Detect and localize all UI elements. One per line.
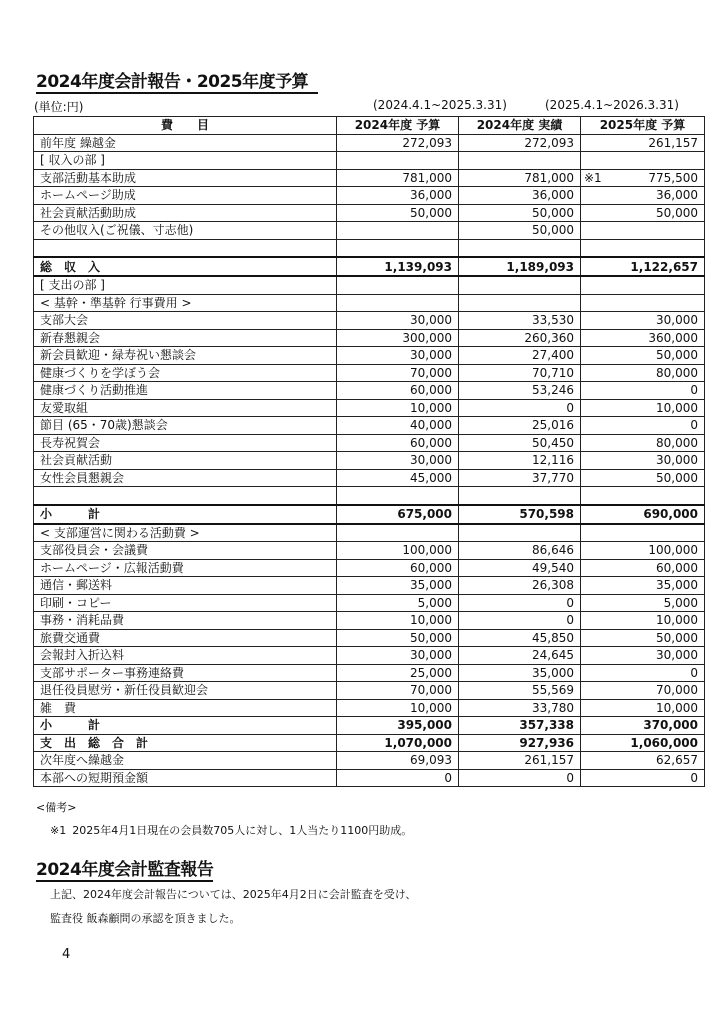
table-row xyxy=(34,152,705,170)
note-mark: ※1 xyxy=(50,824,67,837)
value-cell-b2025: 360,000 xyxy=(581,329,705,347)
row-label: 総 収 入 xyxy=(34,257,337,276)
table-row xyxy=(34,487,705,505)
table-row xyxy=(34,417,705,435)
row-label: 通信・郵送料 xyxy=(34,577,337,595)
value-cell-b2025: 10,000 xyxy=(581,399,705,417)
value-cell-b2024: 100,000 xyxy=(337,542,459,560)
value-cell-b2024: 781,000 xyxy=(337,169,459,187)
value-cell-a2024 xyxy=(459,239,581,257)
row-label: [ 支出の部 ] xyxy=(34,276,337,294)
table-row xyxy=(34,612,705,630)
value-cell-b2025: 80,000 xyxy=(581,434,705,452)
value-cell-a2024: 70,710 xyxy=(459,364,581,382)
table-row xyxy=(34,769,705,787)
row-label: 小 計 xyxy=(34,717,337,735)
value-cell-a2024: 1,189,093 xyxy=(459,257,581,276)
value-cell-a2024 xyxy=(459,487,581,505)
table-row xyxy=(34,542,705,560)
value-cell-b2025: 0 xyxy=(581,382,705,400)
header-cell-budget-2024: 2024年度 予算 xyxy=(337,117,459,135)
value-cell-a2024: 0 xyxy=(459,399,581,417)
value-cell-a2024: 570,598 xyxy=(459,505,581,524)
value-cell-b2025: 30,000 xyxy=(581,452,705,470)
table-row xyxy=(34,469,705,487)
table-row xyxy=(34,382,705,400)
table-row xyxy=(34,276,705,294)
row-label: 前年度 繰越金 xyxy=(34,134,337,152)
value-cell-a2024: 260,360 xyxy=(459,329,581,347)
value-cell-b2024 xyxy=(337,487,459,505)
row-label: [ 収入の部 ] xyxy=(34,152,337,170)
value-cell-b2024: 35,000 xyxy=(337,577,459,595)
value-cell-b2024: 1,139,093 xyxy=(337,257,459,276)
value-cell-b2025: 30,000 xyxy=(581,312,705,330)
row-label: ホームページ・広報活動費 xyxy=(34,559,337,577)
row-label: 印刷・コピー xyxy=(34,594,337,612)
value-cell-a2024: 0 xyxy=(459,612,581,630)
value-cell-b2025: 80,000 xyxy=(581,364,705,382)
value-cell-b2024: 10,000 xyxy=(337,612,459,630)
table-row xyxy=(34,629,705,647)
value-cell-b2025: 0 xyxy=(581,769,705,787)
value-cell-a2024: 26,308 xyxy=(459,577,581,595)
value-cell-b2025: 70,000 xyxy=(581,682,705,700)
table-row xyxy=(34,594,705,612)
value-cell-b2024: 272,093 xyxy=(337,134,459,152)
audit-text-line-1: 上記、2024年度会計報告については、2025年4月2日に会計監査を受け、 xyxy=(50,888,417,901)
budget-table xyxy=(33,116,705,787)
table-row xyxy=(34,559,705,577)
value-cell-a2024: 45,850 xyxy=(459,629,581,647)
value-cell-a2024 xyxy=(459,152,581,170)
row-label: 支部役員会・会議費 xyxy=(34,542,337,560)
header-cell-item: 費 目 xyxy=(34,117,337,135)
value-cell-b2025: 0 xyxy=(581,664,705,682)
audit-title: 2024年度会計監査報告 xyxy=(36,860,214,880)
table-row xyxy=(34,347,705,365)
header-cell-actual-2024: 2024年度 実績 xyxy=(459,117,581,135)
value-cell-b2025: 35,000 xyxy=(581,577,705,595)
value-cell-b2025 xyxy=(581,239,705,257)
row-label: 会報封入折込料 xyxy=(34,647,337,665)
table-row xyxy=(34,524,705,542)
note-text: 2025年4月1日現在の会員数705人に対し、1人当たり1100円助成。 xyxy=(72,824,413,837)
value-cell-b2024: 36,000 xyxy=(337,187,459,205)
row-label: 雑 費 xyxy=(34,699,337,717)
row-label: < 支部運営に関わる活動費 > xyxy=(34,524,337,542)
row-label: 新会員歓迎・緑寿祝い懇談会 xyxy=(34,347,337,365)
value-cell-b2024 xyxy=(337,524,459,542)
value-cell-b2024: 60,000 xyxy=(337,382,459,400)
value-cell-a2024: 12,116 xyxy=(459,452,581,470)
value-cell-b2025 xyxy=(581,152,705,170)
value-cell-a2024: 53,246 xyxy=(459,382,581,400)
value-cell-b2025: 0 xyxy=(581,417,705,435)
value-cell-a2024: 37,770 xyxy=(459,469,581,487)
value-cell-a2024: 24,645 xyxy=(459,647,581,665)
value-cell-b2025 xyxy=(581,294,705,312)
value-cell-a2024: 33,530 xyxy=(459,312,581,330)
value-cell-a2024: 27,400 xyxy=(459,347,581,365)
value-cell-b2025: 5,000 xyxy=(581,594,705,612)
table-row xyxy=(34,187,705,205)
value-cell-b2024: 69,093 xyxy=(337,752,459,770)
row-label: < 基幹・準基幹 行事費用 > xyxy=(34,294,337,312)
value-cell-b2024 xyxy=(337,294,459,312)
value-cell-a2024: 927,936 xyxy=(459,734,581,752)
value-cell-b2025: 1,122,657 xyxy=(581,257,705,276)
table-row xyxy=(34,222,705,240)
value-cell-b2025: 50,000 xyxy=(581,204,705,222)
table-row xyxy=(34,399,705,417)
value-cell-a2024: 33,780 xyxy=(459,699,581,717)
period-budget-label: (2025.4.1~2026.3.31) xyxy=(545,98,679,112)
row-label: 事務・消耗品費 xyxy=(34,612,337,630)
value-cell-b2025: 100,000 xyxy=(581,542,705,560)
value-cell-a2024 xyxy=(459,294,581,312)
note-item xyxy=(50,822,412,838)
value-cell-b2024: 50,000 xyxy=(337,204,459,222)
table-row xyxy=(34,312,705,330)
table-row xyxy=(34,577,705,595)
value-cell-b2025: 10,000 xyxy=(581,699,705,717)
value-cell-a2024: 50,000 xyxy=(459,222,581,240)
row-label: 健康づくりを学ぼう会 xyxy=(34,364,337,382)
value-cell-a2024: 35,000 xyxy=(459,664,581,682)
value-cell-a2024: 0 xyxy=(459,769,581,787)
value-cell-b2024: 30,000 xyxy=(337,647,459,665)
value-cell-b2024: 40,000 xyxy=(337,417,459,435)
row-label: 節目 (65・70歳)懇談会 xyxy=(34,417,337,435)
value-cell-b2025 xyxy=(581,169,705,187)
row-label: 支部活動基本助成 xyxy=(34,169,337,187)
value-cell-b2025: 50,000 xyxy=(581,469,705,487)
row-label: 本部への短期預金額 xyxy=(34,769,337,787)
value-cell-b2024 xyxy=(337,222,459,240)
value-cell-b2025: 261,157 xyxy=(581,134,705,152)
value-cell-a2024: 86,646 xyxy=(459,542,581,560)
table-row xyxy=(34,752,705,770)
value-cell-b2024: 30,000 xyxy=(337,347,459,365)
row-label: 支 出 総 合 計 xyxy=(34,734,337,752)
row-label: 小 計 xyxy=(34,505,337,524)
value-cell-a2024 xyxy=(459,524,581,542)
value-cell-b2024: 395,000 xyxy=(337,717,459,735)
value-cell-b2024: 60,000 xyxy=(337,559,459,577)
table-row xyxy=(34,734,705,752)
value-cell-b2024: 1,070,000 xyxy=(337,734,459,752)
value-cell-b2025: 60,000 xyxy=(581,559,705,577)
value-cell-b2024: 45,000 xyxy=(337,469,459,487)
table-row xyxy=(34,647,705,665)
row-label: その他収入(ご祝儀、寸志他) xyxy=(34,222,337,240)
cell-value: 775,500 xyxy=(648,170,698,185)
table-row xyxy=(34,717,705,735)
row-label: 新春懇親会 xyxy=(34,329,337,347)
row-label: ホームページ助成 xyxy=(34,187,337,205)
row-label: 支部大会 xyxy=(34,312,337,330)
value-cell-b2025 xyxy=(581,222,705,240)
value-cell-b2025: 370,000 xyxy=(581,717,705,735)
value-cell-b2025: 50,000 xyxy=(581,629,705,647)
unit-label: (単位:円) xyxy=(34,100,84,114)
audit-text-line-2: 監査役 飯森顧問の承認を頂きました。 xyxy=(50,912,241,925)
page-number: 4 xyxy=(62,947,71,962)
value-cell-b2025: 30,000 xyxy=(581,647,705,665)
value-cell-b2025 xyxy=(581,487,705,505)
row-label: 健康づくり活動推進 xyxy=(34,382,337,400)
value-cell-b2024: 300,000 xyxy=(337,329,459,347)
table-row xyxy=(34,134,705,152)
value-cell-b2024: 5,000 xyxy=(337,594,459,612)
value-cell-b2024 xyxy=(337,239,459,257)
value-cell-b2025: 690,000 xyxy=(581,505,705,524)
row-label: 退任役員慰労・新任役員歓迎会 xyxy=(34,682,337,700)
value-cell-a2024: 50,000 xyxy=(459,204,581,222)
report-title: 2024年度会計報告・2025年度予算 xyxy=(36,72,318,94)
row-label: 女性会員懇親会 xyxy=(34,469,337,487)
footnote-mark: ※1 xyxy=(584,170,602,185)
value-cell-b2024: 30,000 xyxy=(337,312,459,330)
value-cell-a2024: 261,157 xyxy=(459,752,581,770)
value-cell-b2025 xyxy=(581,276,705,294)
value-cell-b2025: 50,000 xyxy=(581,347,705,365)
table-row xyxy=(34,682,705,700)
notes-heading: <備考> xyxy=(36,801,77,814)
header-cell-budget-2025: 2025年度 予算 xyxy=(581,117,705,135)
table-row xyxy=(34,364,705,382)
value-cell-b2024: 10,000 xyxy=(337,699,459,717)
table-row xyxy=(34,699,705,717)
value-cell-a2024: 36,000 xyxy=(459,187,581,205)
table-row xyxy=(34,257,705,276)
row-label: 友愛取組 xyxy=(34,399,337,417)
period-actual-label: (2024.4.1~2025.3.31) xyxy=(373,98,507,112)
value-cell-b2025 xyxy=(581,524,705,542)
value-cell-a2024: 357,338 xyxy=(459,717,581,735)
value-cell-b2025: 62,657 xyxy=(581,752,705,770)
value-cell-b2025: 10,000 xyxy=(581,612,705,630)
row-label: 旅費交通費 xyxy=(34,629,337,647)
table-row xyxy=(34,452,705,470)
value-cell-a2024: 55,569 xyxy=(459,682,581,700)
value-cell-b2025: 36,000 xyxy=(581,187,705,205)
value-cell-a2024: 272,093 xyxy=(459,134,581,152)
table-row xyxy=(34,204,705,222)
value-cell-b2024: 10,000 xyxy=(337,399,459,417)
value-cell-b2025: 1,060,000 xyxy=(581,734,705,752)
value-cell-b2024: 0 xyxy=(337,769,459,787)
table-row xyxy=(34,239,705,257)
value-cell-a2024 xyxy=(459,276,581,294)
value-cell-b2024: 30,000 xyxy=(337,452,459,470)
table-row xyxy=(34,329,705,347)
row-label: 社会貢献活動助成 xyxy=(34,204,337,222)
row-label xyxy=(34,239,337,257)
table-row xyxy=(34,294,705,312)
table-row xyxy=(34,434,705,452)
table-header-row xyxy=(34,117,705,135)
value-cell-a2024: 49,540 xyxy=(459,559,581,577)
row-label xyxy=(34,487,337,505)
table-row xyxy=(34,169,705,187)
value-cell-b2024 xyxy=(337,276,459,294)
value-cell-b2024 xyxy=(337,152,459,170)
value-cell-b2024: 70,000 xyxy=(337,364,459,382)
row-label: 社会貢献活動 xyxy=(34,452,337,470)
value-cell-b2024: 70,000 xyxy=(337,682,459,700)
value-cell-a2024: 0 xyxy=(459,594,581,612)
value-cell-a2024: 50,450 xyxy=(459,434,581,452)
table-row xyxy=(34,505,705,524)
value-cell-b2024: 60,000 xyxy=(337,434,459,452)
value-cell-a2024: 781,000 xyxy=(459,169,581,187)
table-row xyxy=(34,664,705,682)
row-label: 長寿祝賀会 xyxy=(34,434,337,452)
row-label: 次年度へ繰越金 xyxy=(34,752,337,770)
value-cell-a2024: 25,016 xyxy=(459,417,581,435)
value-cell-b2024: 50,000 xyxy=(337,629,459,647)
value-cell-b2024: 675,000 xyxy=(337,505,459,524)
row-label: 支部サポーター事務連絡費 xyxy=(34,664,337,682)
value-cell-b2024: 25,000 xyxy=(337,664,459,682)
